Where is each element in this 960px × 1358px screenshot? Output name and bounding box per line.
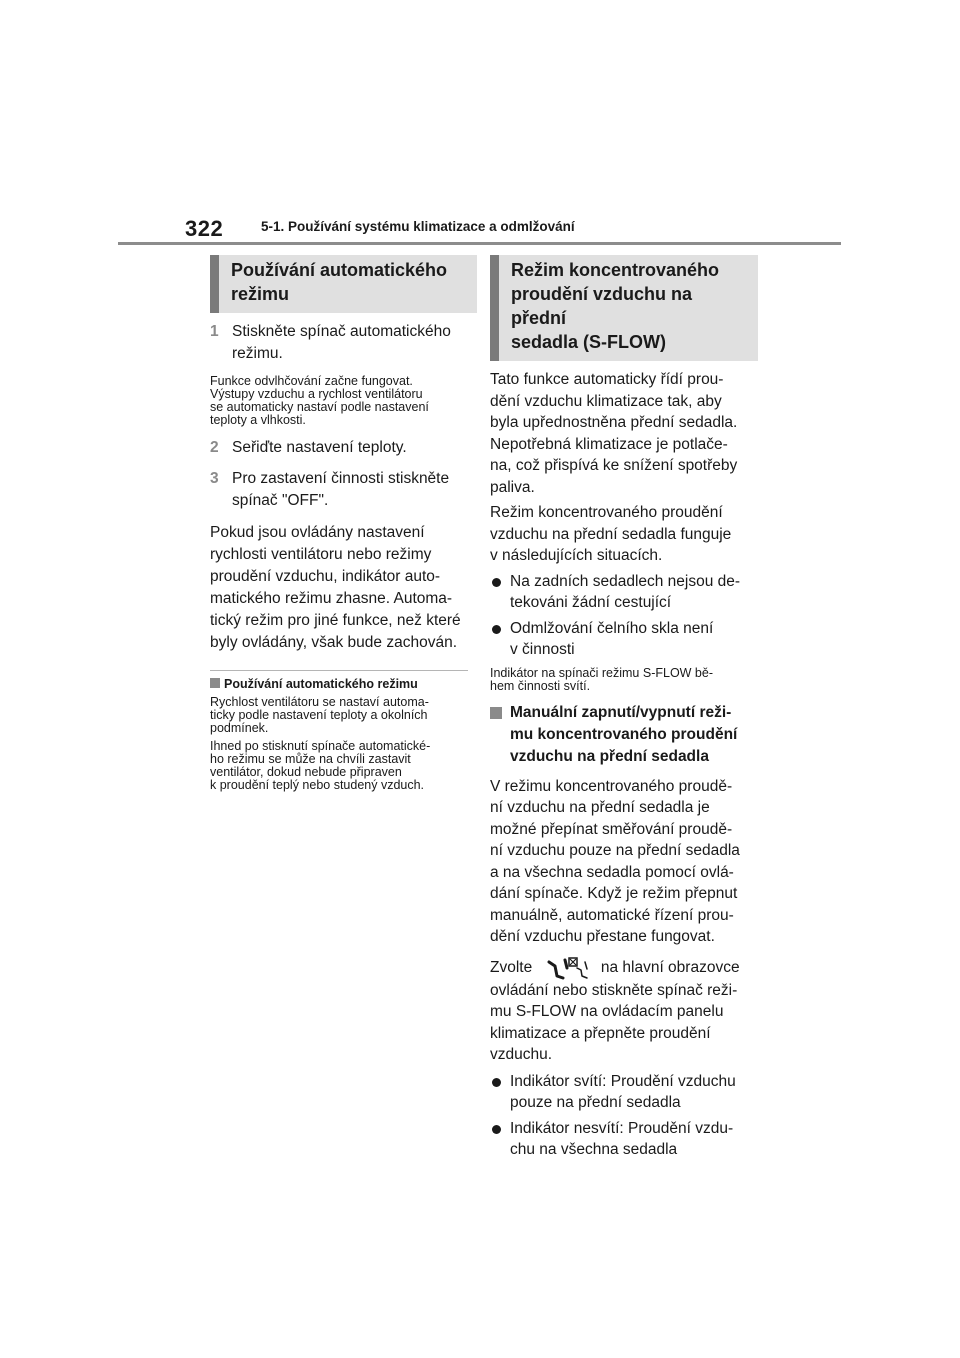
subsection-heading: Používání automatického režimu xyxy=(210,677,468,691)
step-number: 3 xyxy=(210,470,219,487)
bullet-dot-icon xyxy=(492,625,501,634)
bullet-dot-icon xyxy=(492,1125,501,1134)
header-divider xyxy=(118,242,841,245)
note-fan-stop: Ihned po stisknutí spínače automatické- ho režimu se může na chvíli zastavit ventilátor, dokud nebude připraven k proudění teplý nebo studený vzduch. xyxy=(210,739,431,792)
page-number: 322 xyxy=(185,216,224,241)
s-flow-seat-icon xyxy=(545,956,591,980)
square-bullet-icon xyxy=(490,707,502,719)
right-column xyxy=(490,255,750,1161)
step-2: 2 Seřiďte nastavení teploty. xyxy=(210,437,468,459)
square-bullet-icon xyxy=(210,678,220,688)
heading-auto-mode: Používání automatického režimu xyxy=(210,255,477,313)
manual-paragraph: V režimu koncentrovaného proudě- ní vzduchu na přední sedadla je možné přepínat směřování proudě- ní vzduchu pouze na přední sedadla a na všechna sedadla pomocí ovlá- dání spínače. Když je režim přepnut manuálně, automatické řízení prou- dění vzduchu přestane fungovat. xyxy=(490,777,740,945)
bullet-indicator-on: Indikátor svítí: Proudění vzduchu pouze na přední sedadla xyxy=(490,1071,750,1114)
step-3: 3 Pro zastavení činnosti stiskněte spínač "OFF". xyxy=(210,470,450,509)
heading-s-flow: Režim koncentrovaného proudění vzduchu na přední sedadla (S-FLOW) xyxy=(490,255,758,361)
s-flow-situations: Režim koncentrovaného proudění vzduchu na přední sedadla funguje v následujících situacích. xyxy=(490,504,732,564)
step-number: 1 xyxy=(210,323,219,340)
bullet-defog-off: Odmlžování čelního skla není v činnosti xyxy=(490,618,750,661)
left-column xyxy=(210,255,468,792)
note-dehumidify: Funkce odvlhčování začne fungovat. Výstupy vzduchu a rychlost ventilátoru se automaticky nastaví podle nastavení teploty a vlhkosti. xyxy=(210,374,429,427)
bullet-dot-icon xyxy=(492,1078,501,1087)
subsection-divider xyxy=(210,670,468,671)
auto-mode-paragraph: Pokud jsou ovládány nastavení rychlosti ventilátoru nebo režimy proudění vzduchu, indikátor auto- matického režimu zhasne. Automa- tický režim pro jiné funkce, než které byly ovládány, však bude zachován. xyxy=(210,524,461,651)
step-1: 1 Stiskněte spínač automatického režimu. xyxy=(210,323,451,362)
bullet-no-rear-passengers: Na zadních sedadlech nejsou de- tekováni žádní cestující xyxy=(490,571,750,614)
section-title: 5-1. Používání systému klimatizace a odmlžování xyxy=(261,219,575,234)
note-fan-speed: Rychlost ventilátoru se nastaví automa- ticky podle nastavení teploty a okolních podmínek. xyxy=(210,695,429,735)
s-flow-intro: Tato funkce automaticky řídí prou- dění vzduchu klimatizace tak, aby byla upřednostněna přední sedadla. Nepotřebná klimatizace je potlače- na, což přispívá ke snížení spotřeby paliva. xyxy=(490,371,738,496)
bullet-dot-icon xyxy=(492,578,501,587)
page-header xyxy=(0,0,960,250)
choose-paragraph: Zvolte na hlavní obrazovce ovládání nebo stiskněte spínač reži- mu S-FLOW na ovládacím panelu klimatizace a přepněte proudění vzduchu. xyxy=(490,956,750,1066)
step-number: 2 xyxy=(210,439,219,456)
subsection-heading-manual: Manuální zapnutí/vypnutí reži- mu koncentrovaného proudění vzduchu na přední sedadla xyxy=(490,702,750,768)
note-indicator: Indikátor na spínači režimu S-FLOW bě- hem činnosti svítí. xyxy=(490,665,713,693)
bullet-indicator-off: Indikátor nesvítí: Proudění vzdu- chu na všechna sedadla xyxy=(490,1118,750,1161)
